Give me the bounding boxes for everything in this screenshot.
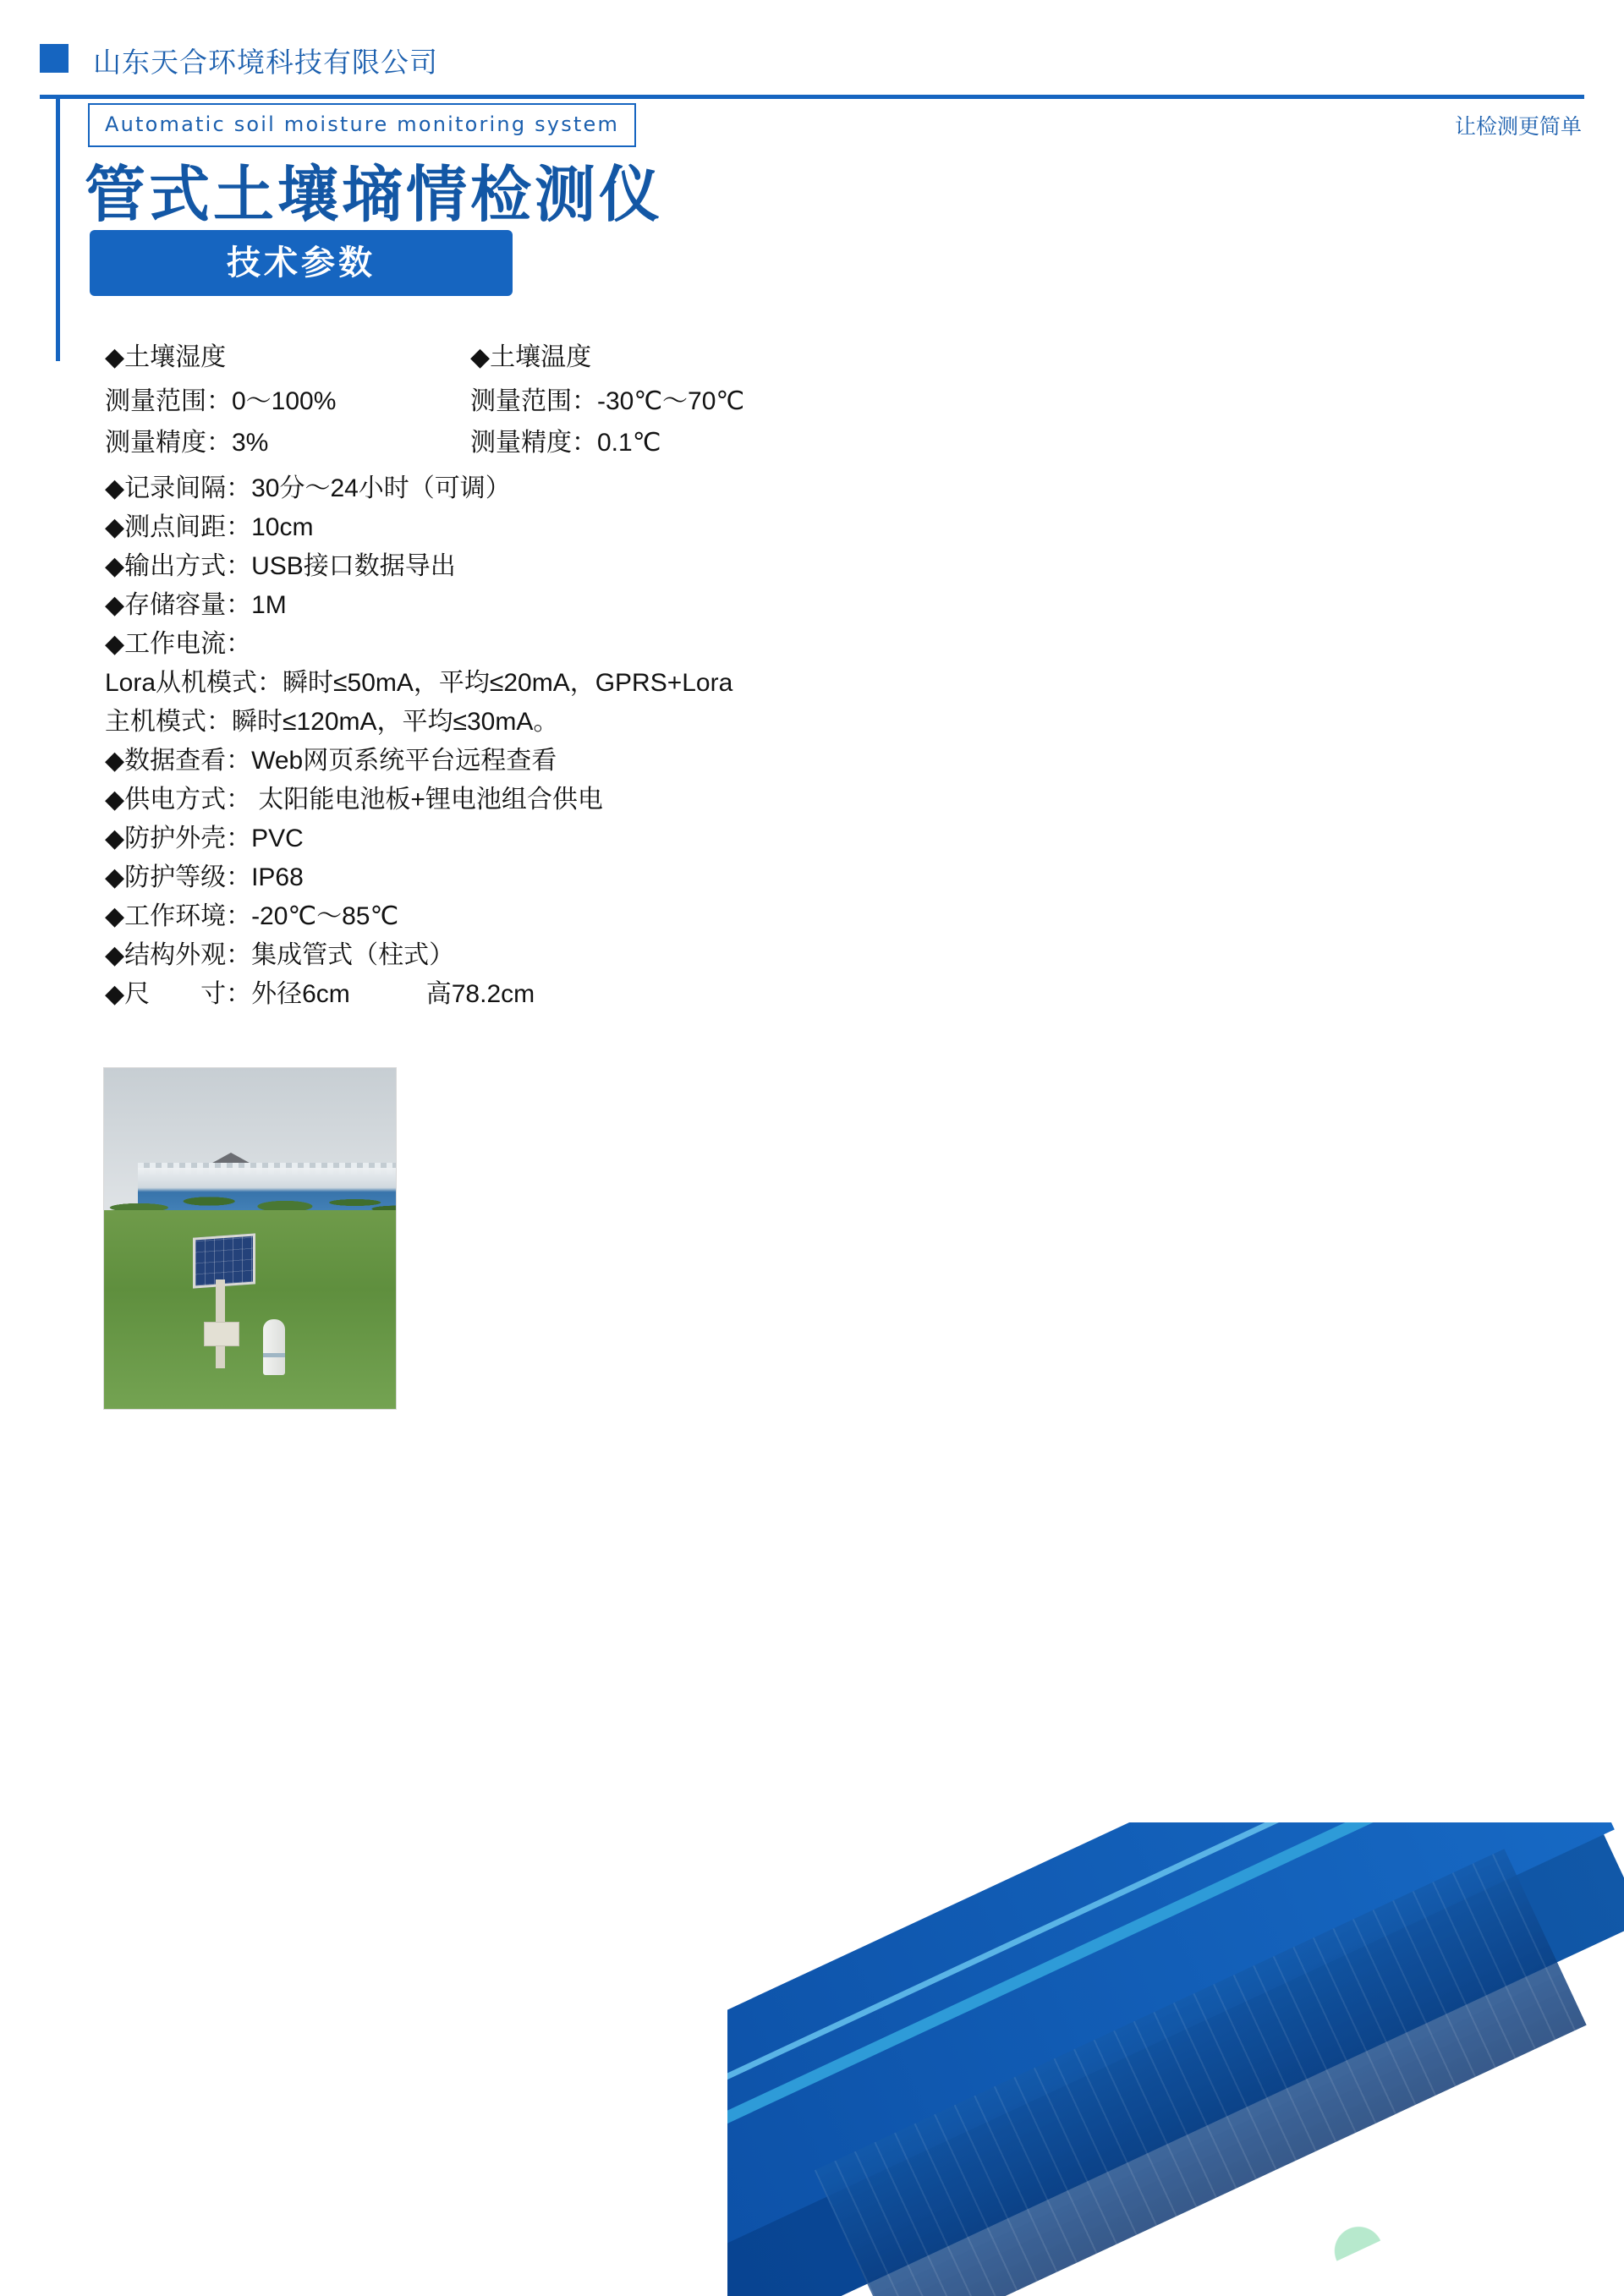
spec-item-enclosure: ◆防护外壳：PVC	[105, 825, 304, 852]
corner-band-blue	[727, 1822, 1615, 2296]
spec-group-temperature-heading: ◆土壤温度	[470, 343, 592, 371]
corner-band-texture	[815, 1849, 1587, 2296]
spec-temperature-range: 测量范围：-30℃～70℃	[470, 386, 745, 415]
page-title: 管式土壤墒情检测仪	[85, 162, 664, 229]
company-name: 山东天合环境科技有限公司	[93, 47, 438, 78]
corner-line-light	[727, 1822, 1572, 2151]
spec-group-temperature	[470, 338, 744, 466]
english-title: Automatic soil moisture monitoring system	[88, 103, 636, 147]
spec-two-column	[105, 338, 1289, 458]
photo-controller-box	[204, 1322, 239, 1346]
spec-humidity-accuracy: 测量精度：3%	[105, 429, 269, 458]
logo-square-icon	[40, 44, 69, 73]
spec-list	[105, 469, 1374, 1014]
header-divider	[40, 95, 1584, 99]
spec-item-point-spacing: ◆测点间距：10cm	[105, 513, 314, 541]
left-accent-bar	[56, 99, 60, 361]
spec-item-dimensions: ◆尺 寸：外径6cm 高78.2cm	[105, 980, 535, 1008]
spec-humidity-range: 测量范围：0～100%	[105, 386, 337, 415]
spec-item-record-interval: ◆记录间隔：30分～24小时（可调）	[105, 474, 511, 502]
spec-item-host-mode: 主机模式：瞬时≤120mA，平均≤30mA。	[105, 708, 559, 736]
corner-line-cyan	[727, 1822, 1572, 2195]
spec-item-protection-rating: ◆防护等级：IP68	[105, 863, 304, 891]
spec-item-storage: ◆存储容量：1M	[105, 591, 287, 619]
decorative-corner	[727, 1822, 1624, 2296]
spec-item-data-view: ◆数据查看：Web网页系统平台远程查看	[105, 747, 557, 775]
spec-temperature-accuracy: 测量精度：0.1℃	[470, 429, 661, 458]
spec-item-power-supply: ◆供电方式： 太阳能电池板+锂电池组合供电	[105, 786, 603, 814]
spec-item-working-current: ◆工作电流：	[105, 630, 252, 658]
header-tagline: 让检测更简单	[1454, 115, 1582, 139]
spec-item-lora-slave-mode: Lora从机模式：瞬时≤50mA，平均≤20mA，GPRS+Lora	[105, 669, 733, 697]
corner-band-dark	[727, 1822, 1624, 2296]
spec-item-operating-environment: ◆工作环境：-20℃～85℃	[105, 902, 399, 930]
spec-item-output: ◆输出方式：USB接口数据导出	[105, 552, 456, 580]
spec-group-humidity	[105, 338, 336, 466]
spec-item-structure: ◆结构外观：集成管式（柱式）	[105, 941, 455, 969]
spec-group-humidity-heading: ◆土壤湿度	[105, 343, 227, 371]
photo-sensor-tube	[263, 1319, 285, 1375]
product-photo	[103, 1067, 397, 1410]
section-banner-label: 技术参数	[227, 244, 376, 282]
corner-leaf-icon	[1325, 2217, 1381, 2262]
photo-sensor-tube-band	[263, 1353, 285, 1357]
photo-solar-cells	[195, 1236, 253, 1286]
section-banner	[90, 230, 513, 296]
